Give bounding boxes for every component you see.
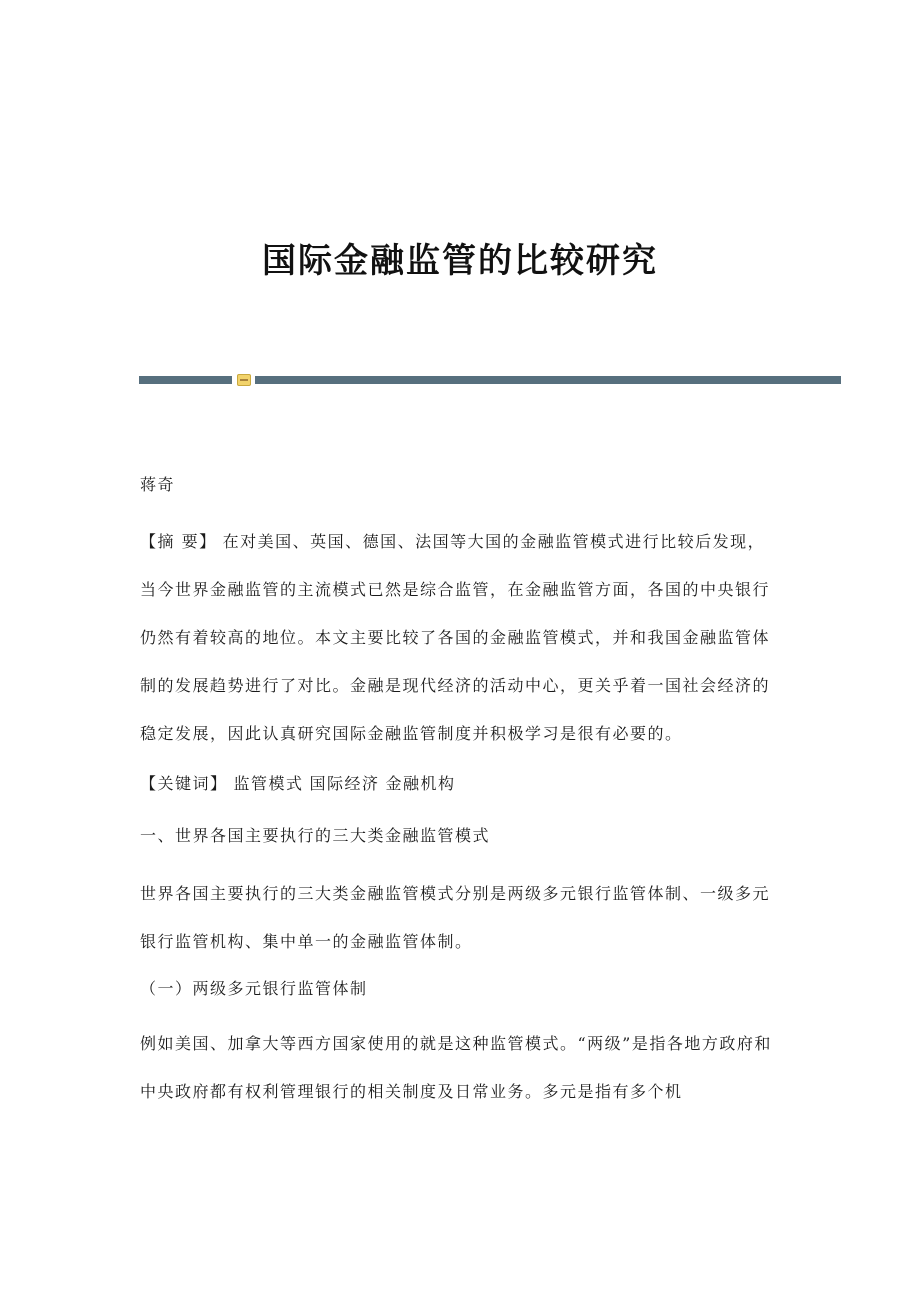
abstract-text: 在对美国、英国、德国、法国等大国的金融监管模式进行比较后发现，当今世界金融监管的主流模式已然是综合监管，在金融监管方面，各国的中央银行仍然有着较高的地位。本文主要比较了各国的金融监管模式，并和我国金融监管体制的发展趋势进行了对比。金融是现代经济的活动中心，更关乎着一国社会经济的稳定发展，因此认真研究国际金融监管制度并积极学习是很有必要的。: [140, 532, 771, 743]
section-paragraph: 世界各国主要执行的三大类金融监管模式分别是两级多元银行监管体制、一级多元银行监管机构、集中单一的金融监管体制。: [140, 884, 771, 951]
divider-bar-right: [255, 376, 841, 384]
title-divider: [139, 374, 841, 386]
keywords-label: 【关键词】: [140, 774, 228, 793]
subsection-heading: （一）两级多元银行监管体制: [140, 979, 368, 998]
keyword-item: 国际经济: [309, 774, 380, 793]
document-title: 国际金融监管的比较研究: [262, 240, 658, 281]
divider-bar-left: [139, 376, 232, 384]
section-heading: 一、世界各国主要执行的三大类金融监管模式: [140, 826, 491, 845]
document-body: [140, 468, 772, 1122]
keyword-item: 金融机构: [385, 774, 456, 793]
abstract-label: 【摘 要】: [140, 532, 217, 551]
keywords-line: [140, 767, 772, 801]
subsection-paragraph: 例如美国、加拿大等西方国家使用的就是这种监管模式。“两级”是指各地方政府和中央政府都有权利管理银行的相关制度及日常业务。多元是指有多个机: [140, 1034, 772, 1101]
abstract-paragraph: [140, 518, 772, 758]
divider-ornament-icon: [237, 374, 251, 386]
author-name: 蒋奇: [140, 475, 176, 494]
keyword-item: 监管模式: [233, 774, 304, 793]
